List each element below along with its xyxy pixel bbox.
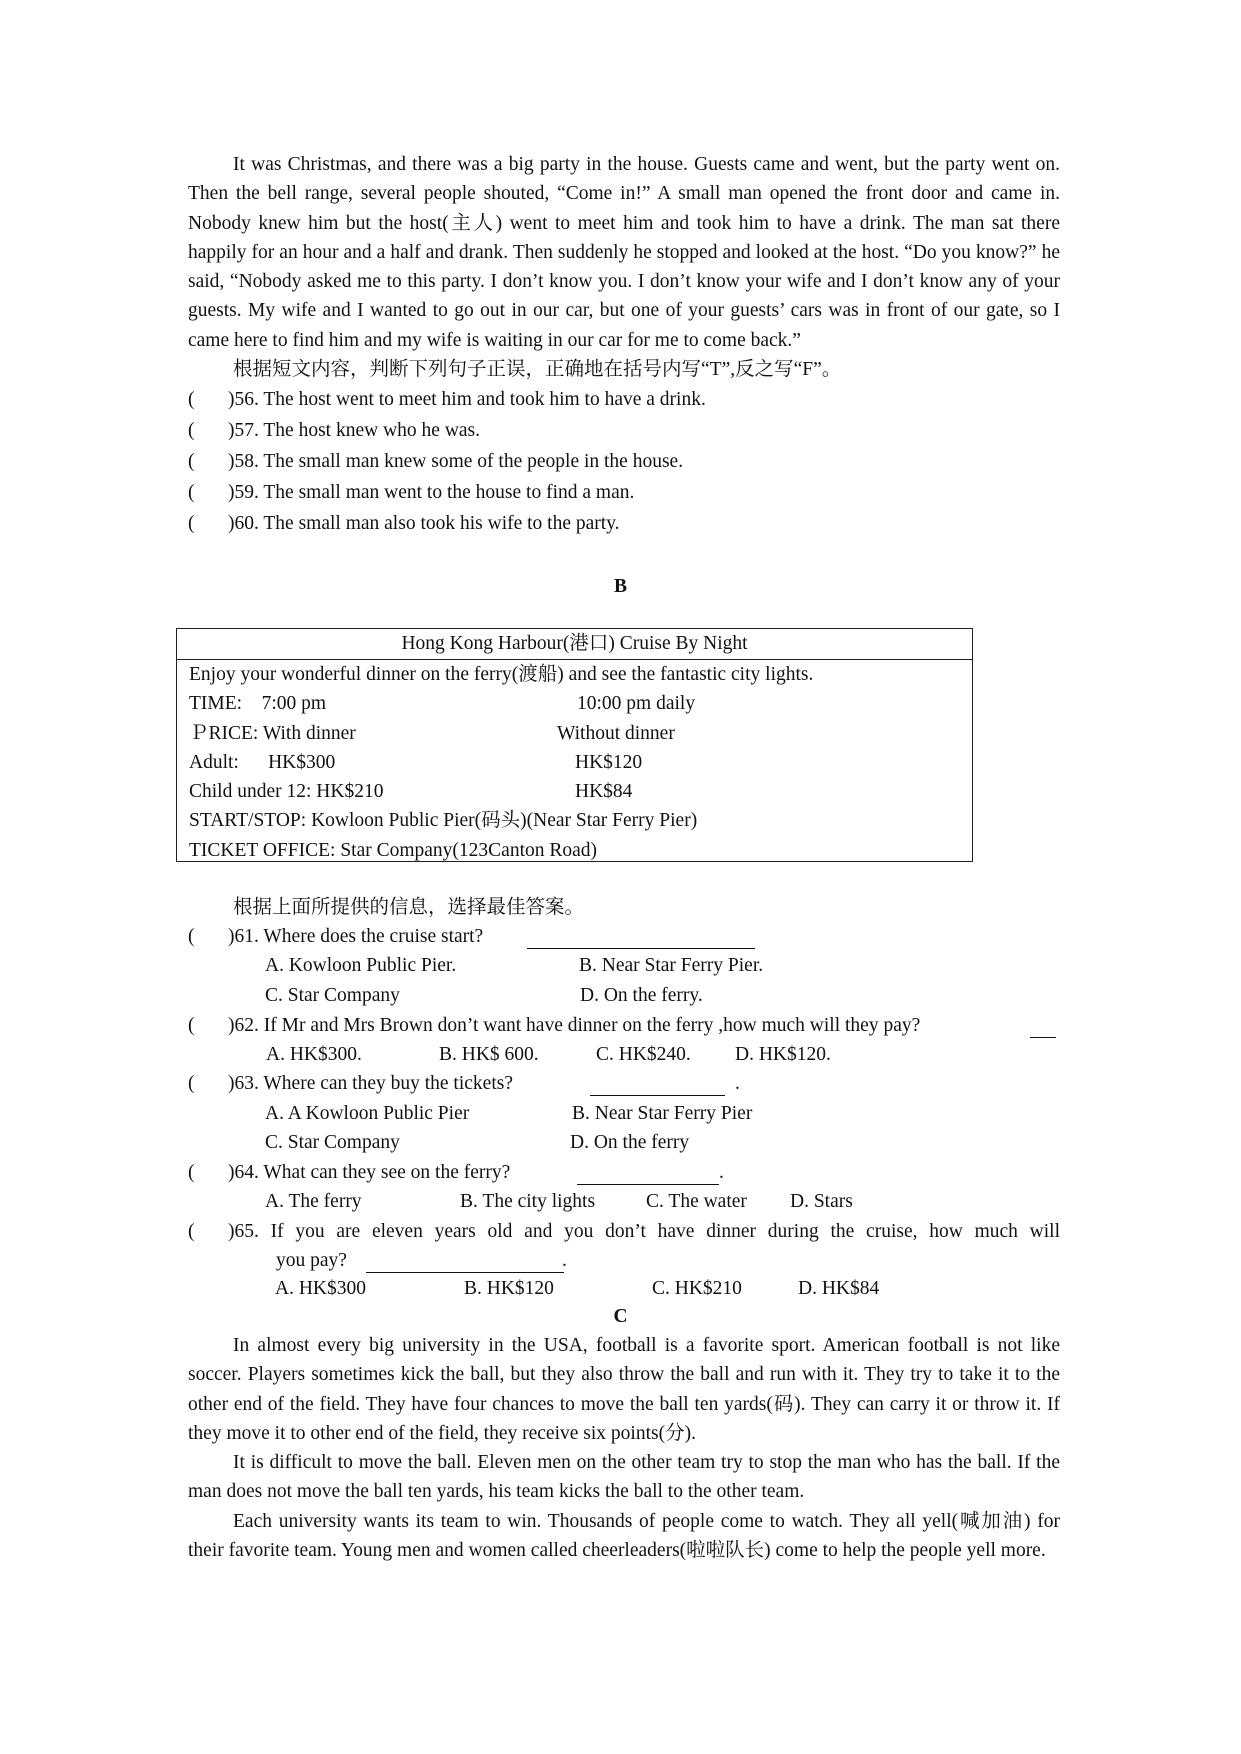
question-58 — [188, 446, 1060, 477]
passage-c — [188, 1331, 1060, 1565]
q65-option-d: D. HK$84 — [798, 1278, 880, 1299]
q61-option-c: C. Star Company — [265, 985, 400, 1006]
child-without: HK$84 — [575, 781, 633, 803]
answer-paren: ( — [188, 420, 195, 442]
cruise-ad-time-row — [189, 689, 972, 718]
cruise-ad-start-stop: START/STOP: Kowloon Public Pier(码头)(Near Star Ferry Pier) — [189, 810, 698, 832]
answer-paren: ( — [188, 1162, 195, 1183]
price-label: ＰRICE: With dinner — [189, 722, 356, 744]
passage-c-paragraph-3: Each university wants its team to win. Thousands of people come to watch. They all yell(喊加油) for their favorite team. Young men and women called cheerleaders(啦啦队长) come to help the people yell more. — [188, 1510, 1060, 1562]
q61-option-a: A. Kowloon Public Pier. — [265, 955, 457, 976]
passage-a-text: It was Christmas, and there was a big party in the house. Guests came and went, but the party went on. Then the bell range, several people shouted, “Come in!” A small man opened the front door and came in. Nobody knew him but the host(主人) went to meet him and took him to have a drink. The man sat there happily for an hour and a half and drank. Then suddenly he stopped and looked at the host. “Do you know?” he said, “Nobody asked me to this party. I don’t know you. I don’t know your wife and I don’t know any of your guests. My wife and I wanted to go out in our car, but one of your guests’ cars was in front of our gate, so I came here to find him and my wife is waiting in our car for me to come back.” — [188, 154, 1060, 351]
passage-a — [188, 150, 1060, 539]
q62-option-b: B. HK$ 600. — [439, 1044, 539, 1065]
adult-without: HK$120 — [575, 751, 643, 773]
answer-paren: ( — [188, 1221, 195, 1242]
passage-c-paragraph-1: In almost every big university in the USA, football is a favorite sport. American football is not like soccer. Players sometimes kick the ball, but they also throw the ball and run with it. They try to take it to the other end of the field. They have four chances to move the ball ten yards(码). They can carry it or throw it. If they move it to other end of the field, they receive six points(分). — [188, 1335, 1060, 1444]
q65-option-a: A. HK$300 — [275, 1278, 366, 1299]
q64-option-b: B. The city lights — [460, 1191, 596, 1212]
question-56 — [188, 384, 1060, 415]
q64-end: . — [719, 1162, 724, 1183]
price-without: Without dinner — [557, 722, 675, 744]
answer-paren: ( — [188, 389, 195, 411]
cruise-ad-ticket-office: TICKET OFFICE: Star Company(123Canton Road) — [189, 839, 598, 861]
question-57 — [188, 415, 1060, 446]
answer-paren: ( — [188, 1073, 195, 1094]
question-63-text: )63. Where can they buy the tickets? — [228, 1073, 513, 1094]
q62-option-c: C. HK$240. — [596, 1044, 691, 1065]
child-price: Child under 12: HK$210 — [189, 781, 384, 803]
question-text: )60. The small man also took his wife to the party. — [228, 513, 620, 535]
question-64-text: )64. What can they see on the ferry? — [228, 1162, 511, 1183]
q64-option-d: D. Stars — [790, 1191, 853, 1212]
q65-option-b: B. HK$120 — [464, 1278, 554, 1299]
answer-paren: ( — [188, 482, 195, 504]
cruise-ad-box — [176, 628, 973, 862]
cruise-ad-price-row — [189, 719, 972, 748]
answer-paren: ( — [188, 926, 195, 947]
question-61-text: )61. Where does the cruise start? — [228, 926, 484, 947]
section-b-instruction: 根据上面所提供的信息，选择最佳答案。 — [233, 897, 585, 918]
answer-blank[interactable] — [590, 1077, 725, 1096]
cruise-ad-child-row — [189, 777, 972, 806]
question-65-text-2: you pay? — [276, 1250, 347, 1271]
section-b-heading: B — [613, 576, 627, 597]
cruise-ad-title: Hong Kong Harbour(港口) Cruise By Night — [177, 629, 972, 660]
passage-c-paragraph-2: It is difficult to move the ball. Eleven men on the other team try to stop the man who has the ball. If the man does not move the ball ten yards, his team kicks the ball to the other team. — [188, 1452, 1060, 1503]
adult-price: Adult: HK$300 — [189, 751, 336, 773]
cruise-ad-adult-row — [189, 748, 972, 777]
q62-option-a: A. HK$300. — [266, 1044, 362, 1065]
q65-option-c: C. HK$210 — [652, 1278, 742, 1299]
question-text: )56. The host went to meet him and took him to have a drink. — [228, 389, 706, 411]
time-label: TIME: 7:00 pm — [189, 693, 327, 715]
q65-end: . — [562, 1250, 567, 1271]
answer-blank[interactable] — [366, 1254, 564, 1273]
q62-option-d: D. HK$120. — [735, 1044, 831, 1065]
q63-option-d: D. On the ferry — [570, 1132, 690, 1153]
answer-paren: ( — [188, 1015, 195, 1036]
cruise-ad-intro: Enjoy your wonderful dinner on the ferry(渡船) and see the fantastic city lights. — [189, 664, 814, 685]
q64-option-a: A. The ferry — [265, 1191, 362, 1212]
answer-paren: ( — [188, 513, 195, 535]
question-62-text: )62. If Mr and Mrs Brown don’t want have dinner on the ferry ,how much will they pay? — [228, 1015, 921, 1036]
answer-paren: ( — [188, 451, 195, 473]
passage-a-instruction: 根据短文内容，判断下列句子正误，正确地在括号内写“T”,反之写“F”。 — [233, 359, 842, 381]
section-c-heading: C — [613, 1306, 628, 1327]
question-59 — [188, 477, 1060, 508]
q64-option-c: C. The water — [646, 1191, 747, 1212]
q63-option-c: C. Star Company — [265, 1132, 400, 1153]
answer-blank[interactable] — [527, 930, 755, 949]
time-end: 10:00 pm daily — [577, 693, 696, 715]
answer-blank[interactable] — [577, 1166, 719, 1185]
question-60 — [188, 508, 1060, 539]
q63-option-a: A. A Kowloon Public Pier — [265, 1103, 470, 1124]
question-text: )58. The small man knew some of the people in the house. — [228, 451, 684, 473]
question-text: )57. The host knew who he was. — [228, 420, 481, 442]
question-65-text: )65. If you are eleven years old and you don’t have dinner during the cruise, how much will — [228, 1221, 1060, 1242]
q61-option-d: D. On the ferry. — [580, 985, 703, 1006]
cruise-ad-body — [177, 660, 972, 865]
answer-blank[interactable] — [1030, 1019, 1056, 1038]
q61-option-b: B. Near Star Ferry Pier. — [579, 955, 764, 976]
q63-option-b: B. Near Star Ferry Pier — [572, 1103, 753, 1124]
q63-end: . — [735, 1073, 740, 1094]
question-text: )59. The small man went to the house to find a man. — [228, 482, 635, 504]
